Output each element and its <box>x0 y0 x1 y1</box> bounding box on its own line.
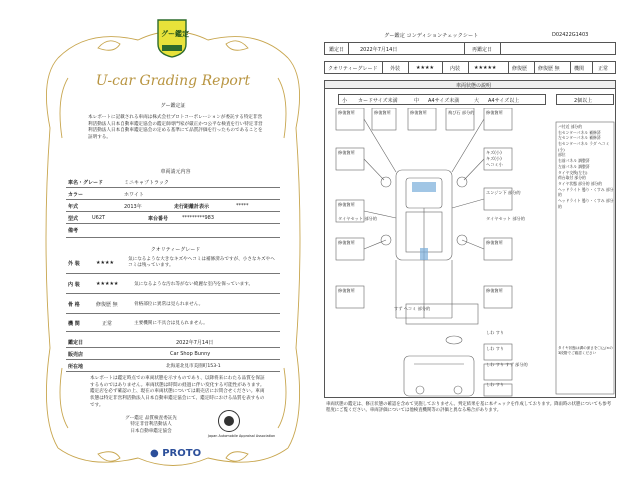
frame-label: 骨 格 <box>68 302 80 308</box>
certificate-footer: 本レポートは鑑定時点での車両状態を示すものであり、以降将来にわたる品質を保証するものではありません。車両状態は時間の経過に伴い変化する可能性があります。鑑定店を必ず確認の上、現在の車両状態については販売店にお問合せください。車両状態は特定非営利活動法人日本自動車鑑定協会にて、鑑定時における品質を表すものです。 <box>90 376 265 408</box>
sheet-engine-label: 機関 <box>574 66 585 72</box>
vehicle-heading: 車両請元内容 <box>160 169 191 175</box>
date-label: 鑑定日 <box>68 340 84 346</box>
condition-check-sheet <box>324 26 616 448</box>
label-k6: タイヤセット 部分的 <box>338 216 377 221</box>
label-l2: 修復箇所 <box>338 150 355 155</box>
date-value: 2022年7月14日 <box>176 340 214 346</box>
frame-desc: 骨格部位に異常は見られません。 <box>134 302 204 307</box>
jaai-text: Japan Automobile Appraisal Association <box>208 434 276 438</box>
note-7: タイヤ交換(左右) <box>558 169 588 175</box>
exterior-label: 外 装 <box>68 261 80 267</box>
label-l8: 修復箇所 <box>486 110 503 115</box>
proto-logo: ● PROTO <box>150 448 202 459</box>
certificate-subtitle: グー鑑定証 <box>160 103 186 109</box>
row-model <box>66 176 280 188</box>
interior-label: 内 装 <box>68 282 80 288</box>
model-value: ミニキャブトラック <box>124 180 169 186</box>
quality-heading: クオリティーグレード <box>150 247 201 253</box>
note-4: 部位 <box>558 152 566 158</box>
row-date <box>66 336 280 348</box>
legend-small-desc: カードサイズ未満 <box>358 98 398 104</box>
sheet-interior-label: 内装 <box>450 66 461 72</box>
label-l5: 修復箇所 <box>338 288 355 293</box>
label-k3: キズ(小) <box>486 156 502 161</box>
color-label: カラー <box>68 192 84 198</box>
note-2: 左センターパネル 補修済 <box>558 135 601 141</box>
sheet-date-value: 2022年7月14日 <box>360 47 398 53</box>
right-notes <box>558 124 614 209</box>
legend-right-count: 2個以上 <box>574 98 593 104</box>
row-year <box>66 200 280 212</box>
label-l7: 修復箇所 <box>410 110 427 115</box>
sheet-grade-label: クオリティーグレード <box>328 66 378 72</box>
frame-value: 修復歴 無 <box>96 302 118 308</box>
legend-large-desc: A4サイズ以上 <box>488 98 520 104</box>
label-k2: キズ(小) <box>486 150 502 155</box>
note-8: 荷台取付 部分的 <box>558 175 586 181</box>
mileage-value: ***** <box>236 203 249 209</box>
exterior-desc: 気になるような大きなキズやヘコミは補修済みですが、小さなキズやヘコミは残っています。 <box>128 257 275 268</box>
chassis-label: 車台番号 <box>148 216 169 222</box>
tire-note: タイヤ状態は溝の深さを〇/△/×の3段階でご確認ください <box>558 346 613 356</box>
row-address <box>66 360 280 372</box>
goo-kantei-logo <box>154 18 190 58</box>
sheet-re-date-label: 再鑑定日 <box>472 47 493 53</box>
label-l10: 修復箇所 <box>486 288 503 293</box>
label-k10: しわ すり <box>486 346 505 351</box>
sheet-title: グー鑑定 コンディションチェックシート <box>384 33 479 39</box>
label-k5: エンジン下 部分的 <box>486 190 521 195</box>
shop-value: Car Shop Bunny <box>170 351 211 357</box>
legend-large: 大 <box>474 98 480 104</box>
jaai-seal-icon <box>218 410 240 432</box>
year-label: 年式 <box>68 204 79 210</box>
state-heading: 車両状態の説明 <box>456 83 492 89</box>
label-k8: すず ヘコミ 部分的 <box>394 306 431 311</box>
row-engine <box>66 316 280 332</box>
engine-label: 機 関 <box>68 321 80 327</box>
interior-desc: 気になるような汚れ等がない綺麗な室内を保っています。 <box>134 282 254 287</box>
note-9: タイヤ状態 部分的 部分的 <box>558 180 603 186</box>
label-k9: しわ すり <box>486 330 505 335</box>
label-k12: しわ すり <box>486 382 505 387</box>
report-title: U-car Grading Report <box>95 73 251 89</box>
row-interior <box>66 276 280 294</box>
sheet-doc-id: D02422G1403 <box>552 32 589 38</box>
interior-stars: ★★★★★ <box>96 281 119 287</box>
row-shop <box>66 348 280 360</box>
row-exterior <box>66 254 280 274</box>
sheet-interior-stars: ★★★★★ <box>474 65 497 71</box>
sheet-engine-value: 正常 <box>598 66 609 72</box>
logo-text: グー鑑定 <box>161 30 189 38</box>
institution-line-1: グー鑑定 品質検査委託先 <box>125 416 177 421</box>
sheet-exterior-label: 外装 <box>390 66 401 72</box>
label-k4: ヘコミ小 <box>486 162 503 167</box>
address-label: 所在地 <box>68 364 84 370</box>
label-l9: 修復箇所 <box>486 240 503 245</box>
label-k11: しわ すり すず 部分的 <box>486 362 528 367</box>
label-l3: 修復箇所 <box>338 202 355 207</box>
sheet-date-label: 鑑定日 <box>329 47 345 53</box>
note-6: 左前パネル 調整済 <box>558 163 590 169</box>
model-label: 車名・グレード <box>68 180 104 186</box>
sheet-footer: 車両状態の鑑定は、修正状態の確認を含めて実施しておりません。判定結果を基に本チェックを作成しております。降雨時の状態についても参考程度にご覧ください。車両評価については他検査機関等の評価と異なる場合があります。 <box>326 402 612 414</box>
institution-block <box>96 416 206 435</box>
certificate-intro: 本レポートに記載される車両は株式会社プロトコーポレーションが委託する特定非営利活動法人日本自動車鑑定協会の鑑定師専門家が厳正かつ公平な検査を行い特定非営利活動法人日本自動車鑑定協会の定める基準にて品質評価を行ったものであることを証明する。 <box>88 115 263 140</box>
proto-mark-icon: ● <box>150 448 159 459</box>
row-notes <box>66 224 280 238</box>
address-value: 北海道北見市美園町153-1 <box>166 364 221 369</box>
sheet-exterior-stars: ★★★★ <box>416 65 434 71</box>
sheet-repair-label: 修復歴 <box>512 66 528 72</box>
note-0: バ付近 部分的 <box>558 124 582 129</box>
legend-medium-desc: A4サイズ未満 <box>428 98 460 104</box>
mileage-label: 走行距離計表示 <box>174 204 210 210</box>
note-3: 右センターパネル ラダ ヘコミ(小) <box>558 141 610 152</box>
label-k1: 飛び石 部分的 <box>448 110 475 115</box>
type-label: 型式 <box>68 216 79 222</box>
sheet-repair-value: 修復歴 無 <box>538 66 560 72</box>
note-5: 右前パネル 調整済 <box>558 158 590 164</box>
note-1: 右センターパネル 補修済 <box>558 129 601 135</box>
engine-desc: 主要機関に不具合は見られません。 <box>134 321 208 326</box>
note-11: ヘッドライト 曇り・くすみ 部分的 <box>558 197 614 209</box>
row-type <box>66 212 280 224</box>
exterior-stars: ★★★★ <box>96 260 114 266</box>
grading-certificate <box>38 18 308 474</box>
shop-label: 販売店 <box>68 352 84 358</box>
institution-line-2: 特定非営利活動法人 <box>130 422 172 428</box>
note-10: ヘッドライト 曇り・くすみ 部分的 <box>558 186 614 198</box>
type-value: U62T <box>92 215 106 221</box>
legend-small: 小 <box>342 98 348 104</box>
label-l6: 修復箇所 <box>374 110 391 115</box>
notes-label: 備考 <box>68 228 79 234</box>
label-k7: タイヤセット 部分的 <box>486 216 525 221</box>
legend-medium: 中 <box>414 98 420 104</box>
label-l4: 修復箇所 <box>338 240 355 245</box>
institution-line-3: 日本自動車鑑定協会 <box>130 428 172 434</box>
row-color <box>66 188 280 200</box>
color-value: ホワイト <box>124 192 144 198</box>
chassis-value: *********983 <box>182 215 215 221</box>
year-value: 2013年 <box>124 204 142 210</box>
row-frame <box>66 296 280 314</box>
label-l1: 修復箇所 <box>338 110 355 115</box>
engine-value: 正常 <box>102 321 113 327</box>
